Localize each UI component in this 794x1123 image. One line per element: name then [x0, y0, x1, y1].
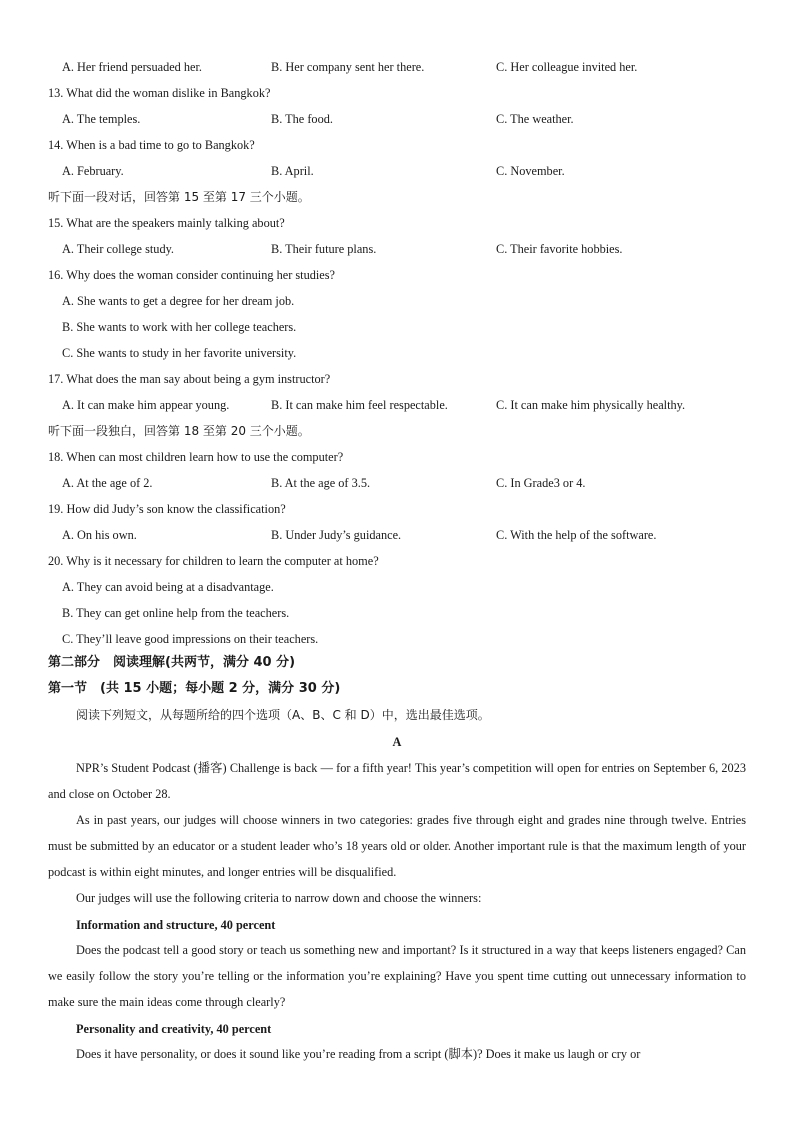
listening-instruction-18-20: 听下面一段独白，回答第 18 至第 20 三个小题。 [48, 424, 310, 438]
q17-option-b: B. It can make him feel respectable. [271, 398, 448, 412]
q15-option-c: C. Their favorite hobbies. [496, 242, 623, 256]
passage-paragraph-1: NPR’s Student Podcast (播客) Challenge is back — for a fifth year! This year’s competition will open for entries on September 6, 2023 and close on October 28. [48, 761, 746, 801]
q17-option-a: A. It can make him appear young. [62, 398, 230, 412]
criterion-heading-personality: Personality and creativity, 40 percent [76, 1022, 272, 1036]
passage-paragraph-2: As in past years, our judges will choose winners in two categories: grades five through eight and grades nine through twelve. Entries must be submitted by an educator or a student leader who’s 18 years old or older. Another important rule is that the maximum length of your podcast is within eight minutes, and longer entries will be disqualified. [48, 813, 746, 879]
criterion-heading-information: Information and structure, 40 percent [76, 918, 276, 932]
q18-option-a: A. At the age of 2. [62, 476, 153, 490]
q20-option-b: B. They can get online help from the teachers. [62, 606, 290, 620]
reading-instruction: 阅读下列短文，从每题所给的四个选项（A、B、C 和 D）中，选出最佳选项。 [76, 708, 490, 722]
q20-option-c: C. They’ll leave good impressions on their teachers. [62, 632, 319, 646]
q13-option-a: A. The temples. [62, 112, 141, 126]
q13-option-b: B. The food. [271, 112, 333, 126]
q16-question: 16. Why does the woman consider continuing her studies? [48, 268, 335, 282]
q15-question: 15. What are the speakers mainly talking about? [48, 216, 285, 230]
q16-option-a: A. She wants to get a degree for her dream job. [62, 294, 295, 308]
passage-paragraph-3: Our judges will use the following criteria to narrow down and choose the winners: [76, 891, 482, 905]
passage-paragraph-4: Does the podcast tell a good story or teach us something new and important? Is it structured in a way that keeps listeners engaged? Can we easily follow the story you’re telling or the information you’re explaining? Have you spent time cutting out unnecessary information to make sure the main ideas come through clearly? [48, 943, 746, 1009]
q12-option-a: A. Her friend persuaded her. [62, 60, 202, 74]
q14-question: 14. When is a bad time to go to Bangkok? [48, 138, 255, 152]
q19-question: 19. How did Judy’s son know the classification? [48, 502, 286, 516]
q19-option-c: C. With the help of the software. [496, 528, 657, 542]
section-one-heading: 第一节 (共 15 小题；每小题 2 分，满分 30 分) [48, 681, 341, 696]
q19-option-a: A. On his own. [62, 528, 137, 542]
q17-question: 17. What does the man say about being a gym instructor? [48, 372, 331, 386]
listening-instruction-15-17: 听下面一段对话，回答第 15 至第 17 三个小题。 [48, 190, 310, 204]
q12-option-c: C. Her colleague invited her. [496, 60, 638, 74]
q15-option-b: B. Their future plans. [271, 242, 377, 256]
q14-option-c: C. November. [496, 164, 565, 178]
q18-option-b: B. At the age of 3.5. [271, 476, 371, 490]
q14-option-b: B. April. [271, 164, 314, 178]
q19-option-b: B. Under Judy’s guidance. [271, 528, 402, 542]
q17-option-c: C. It can make him physically healthy. [496, 398, 686, 412]
part-two-heading: 第二部分 阅读理解(共两节，满分 40 分) [48, 655, 296, 670]
passage-label: A [392, 735, 402, 749]
q12-option-b: B. Her company sent her there. [271, 60, 425, 74]
q18-option-c: C. In Grade3 or 4. [496, 476, 586, 490]
q15-option-a: A. Their college study. [62, 242, 175, 256]
q20-option-a: A. They can avoid being at a disadvantage. [62, 580, 274, 594]
q20-question: 20. Why is it necessary for children to learn the computer at home? [48, 554, 379, 568]
q16-option-c: C. She wants to study in her favorite university. [62, 346, 297, 360]
q16-option-b: B. She wants to work with her college teachers. [62, 320, 297, 334]
q18-question: 18. When can most children learn how to use the computer? [48, 450, 344, 464]
q13-option-c: C. The weather. [496, 112, 574, 126]
passage-paragraph-5: Does it have personality, or does it sound like you’re reading from a script (脚本)? Does it make us laugh or cry or [76, 1047, 641, 1061]
q13-question: 13. What did the woman dislike in Bangkok? [48, 86, 271, 100]
q14-option-a: A. February. [62, 164, 124, 178]
